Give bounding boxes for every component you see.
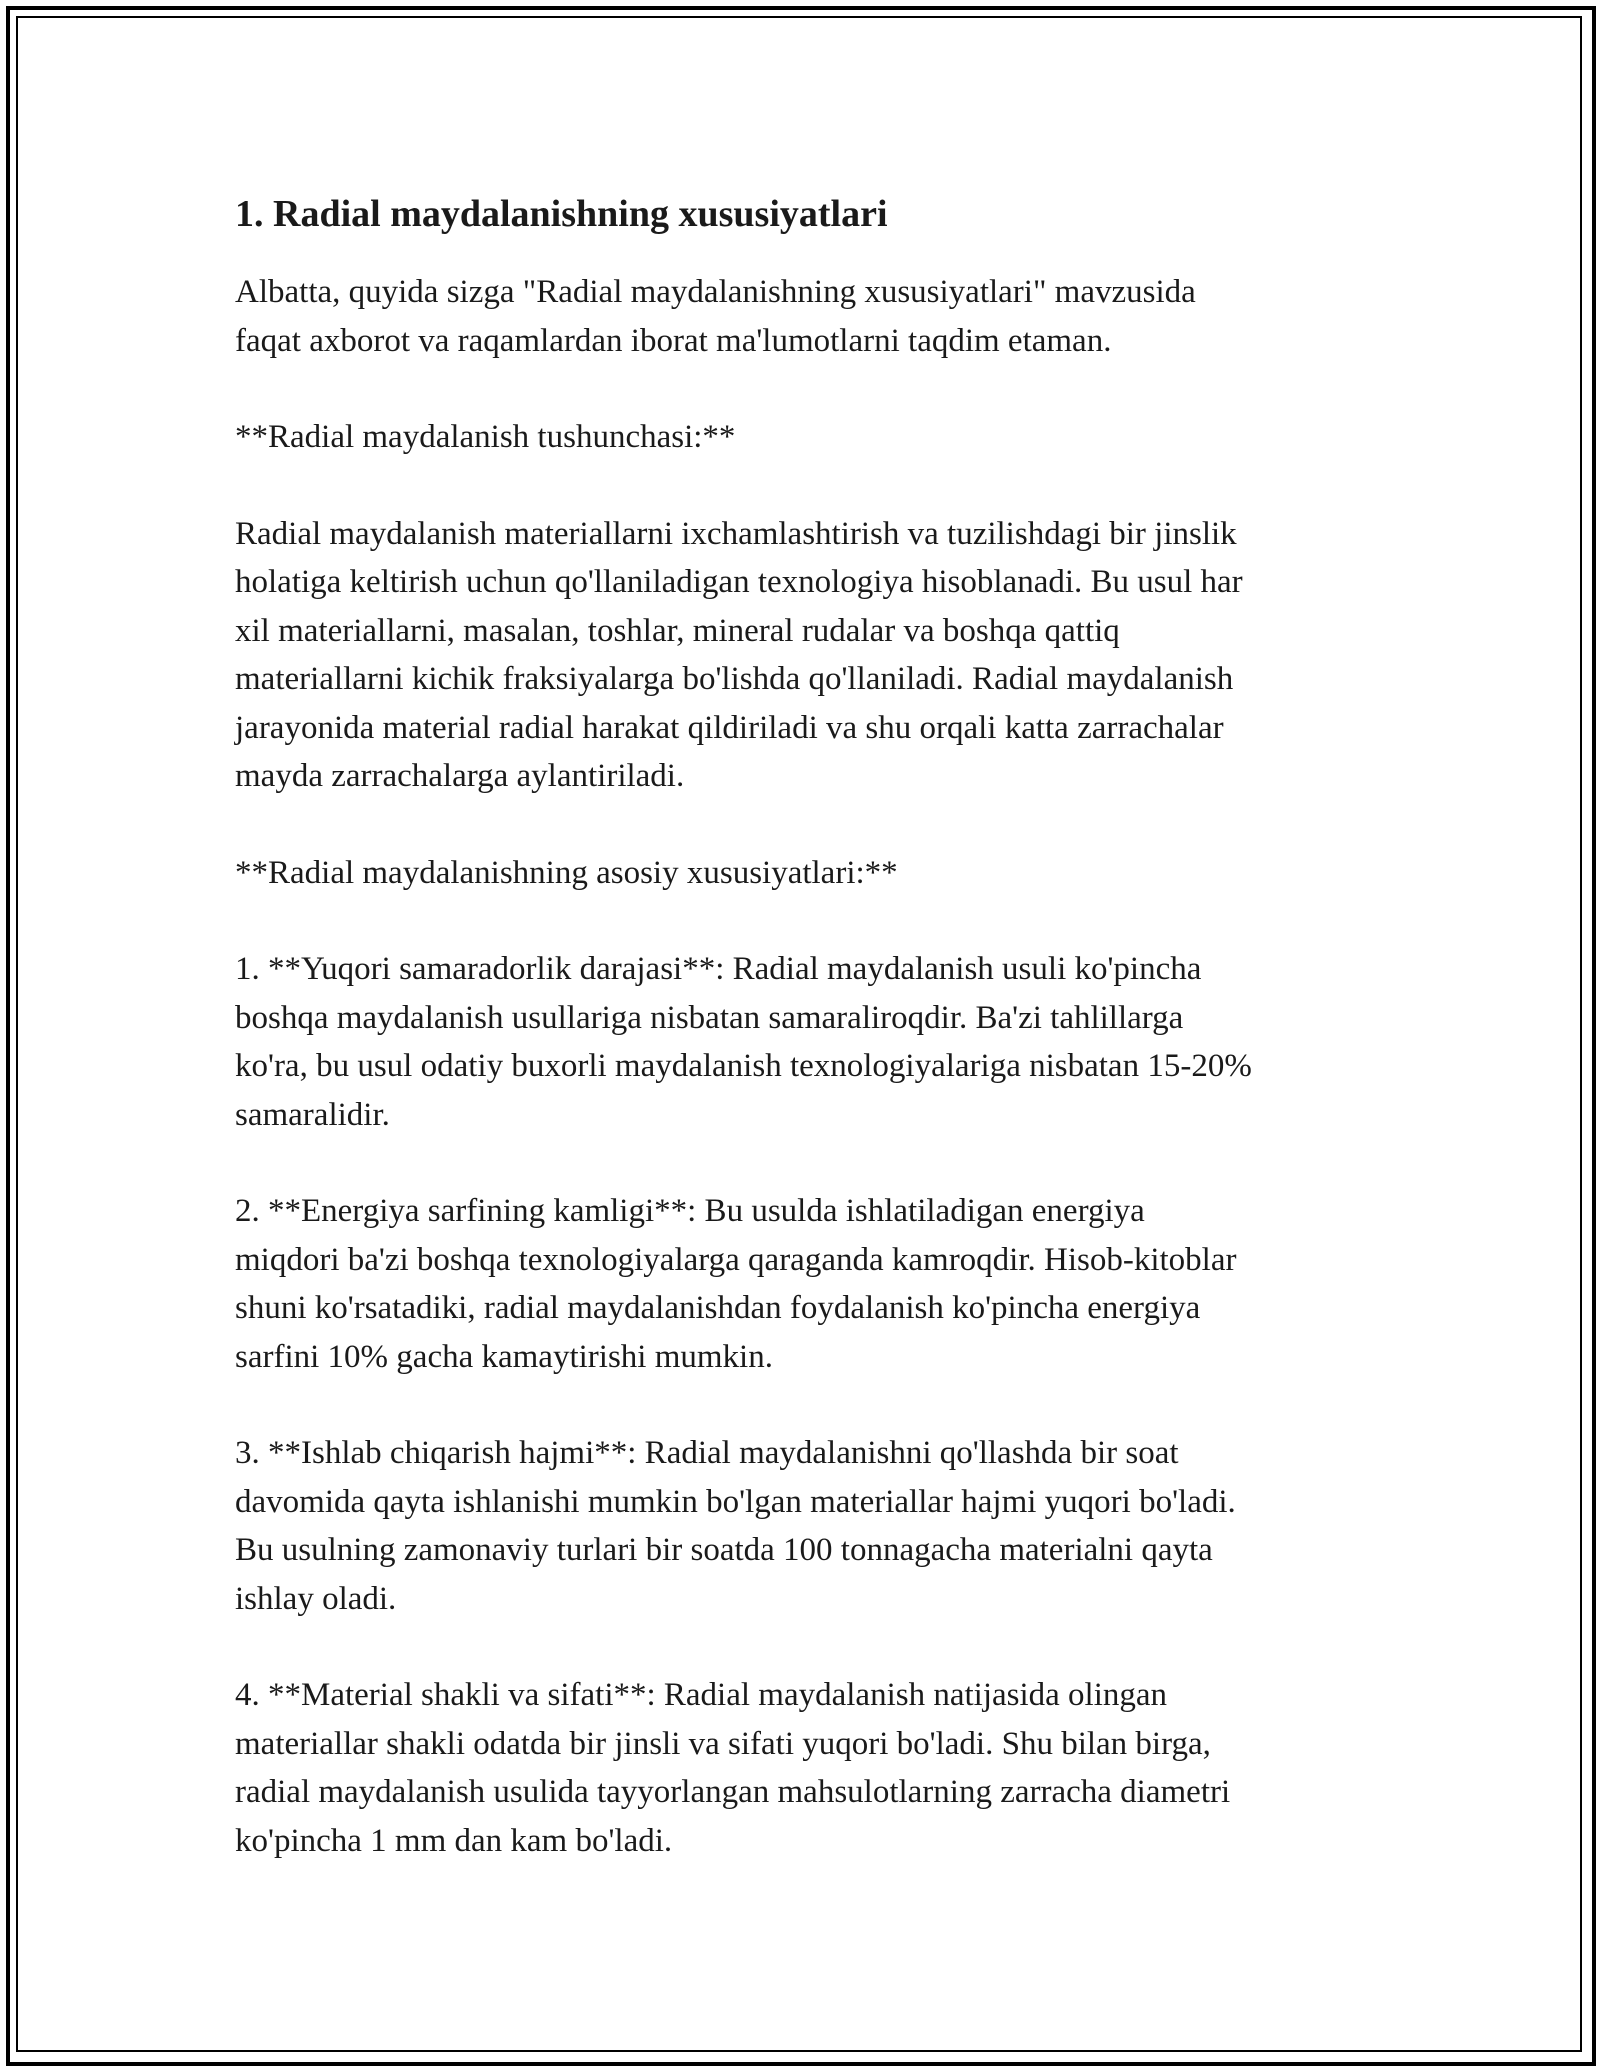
paragraph-concept-heading: **Radial maydalanish tushunchasi:**	[235, 419, 736, 455]
paragraph-feature-2: 2. **Energiya sarfining kamligi**: Bu usulda ishlatiladigan energiya miqdori ba'zi boshqa texnologiyalarga qaraganda kamroqdir. Hisob-kitoblar shuni ko'rsatadiki, radial maydalanishdan foydalanish ko'pincha energiya sarfini 10% gacha kamaytirishi mumkin.	[235, 1193, 1237, 1375]
document-title: 1. Radial maydalanishning xususiyatlari	[235, 193, 888, 235]
document-body	[235, 188, 1375, 1913]
paragraph-features-heading: **Radial maydalanishning asosiy xususiyatlari:**	[235, 854, 898, 891]
paragraph-feature-1: 1. **Yuqori samaradorlik darajasi**: Radial maydalanish usuli ko'pincha boshqa maydalanish usullariga nisbatan samaraliroqdir. Ba'zi tahlillarga ko'ra, bu usul odatiy buxorli maydalanish texnologiyalariga nisbatan 15-20% samaralidir.	[235, 951, 1252, 1133]
paragraph-feature-4: 4. **Material shakli va sifati**: Radial maydalanish natijasida olingan materiallar shakli odatda bir jinsli va sifati yuqori bo'ladi. Shu bilan birga, radial maydalanish usulida tayyorlangan mahsulotlarning zarracha diametri ko'pincha 1 mm dan kam bo'ladi.	[235, 1677, 1231, 1859]
paragraph-concept: Radial maydalanish materiallarni ixchamlashtirish va tuzilishdagi bir jinslik holatiga keltirish uchun qo'llaniladigan texnologiya hisoblanadi. Bu usul har xil materiallarni, masalan, toshlar, mineral rudalar va boshqa qattiq materiallarni kichik fraksiyalarga bo'lishda qo'llaniladi. Radial maydalanish jarayonida material radial harakat qildiriladi va shu orqali katta zarrachalar mayda zarrachalarga aylantiriladi.	[235, 515, 1243, 794]
paragraph-feature-3: 3. **Ishlab chiqarish hajmi**: Radial maydalanishni qo'llashda bir soat davomida qayta ishlanishi mumkin bo'lgan materiallar hajmi yuqori bo'ladi. Bu usulning zamonaviy turlari bir soatda 100 tonnagacha materialni qayta ishlay oladi.	[235, 1435, 1236, 1617]
paragraph-intro: Albatta, quyida sizga "Radial maydalanishning xususiyatlari" mavzusida faqat axborot va raqamlardan iborat ma'lumotlarni taqdim etaman.	[235, 274, 1196, 359]
